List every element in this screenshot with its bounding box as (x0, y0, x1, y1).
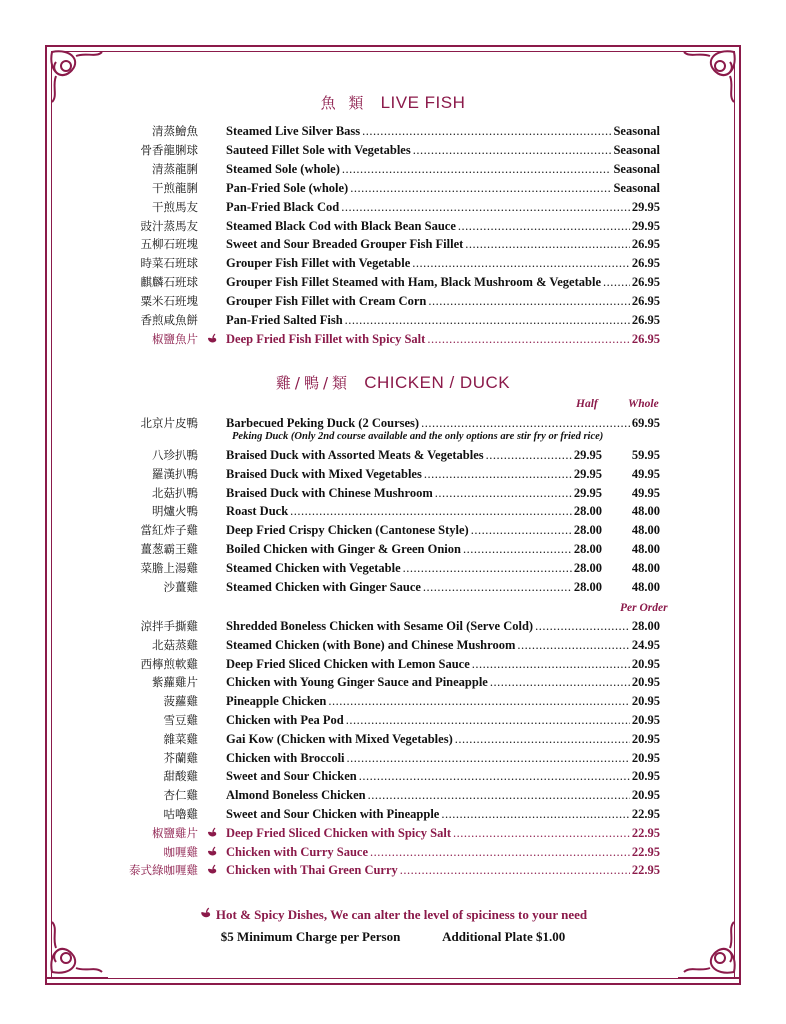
item-chinese-name: 當紅炸子雞 (140, 523, 198, 538)
peking-duck-note: Peking Duck (Only 2nd course available and the only options are stir fry or fried rice) (232, 431, 604, 442)
item-chinese-name: 八珍扒鴨 (152, 448, 198, 462)
item-chinese-name: 雪豆雞 (163, 713, 198, 727)
item-chinese-name: 麒麟石班球 (140, 275, 198, 290)
item-chinese-name: 杏仁雞 (163, 788, 198, 803)
item-chinese-name: 菠蘿雞 (163, 694, 198, 709)
column-header-half: Half (576, 398, 598, 410)
section-title-cn: 雞/鴨/類 (275, 374, 351, 392)
item-price-half: 28.00 (573, 542, 602, 556)
pepper-icon (206, 846, 218, 858)
item-price: 29.95 (631, 218, 660, 233)
column-header-whole: Whole (628, 398, 659, 410)
item-price-half: 28.00 (573, 523, 602, 538)
dot-leader (458, 217, 630, 235)
pepper-icon (206, 864, 218, 876)
minimum-charge: $5 Minimum Charge per Person (220, 929, 401, 944)
item-english-name: Chicken with Young Ginger Sauce and Pineapple (226, 675, 488, 690)
item-english-name: Boiled Chicken with Ginger & Green Onion (226, 542, 461, 556)
item-english-name: Steamed Live Silver Bass (226, 124, 361, 138)
additional-plate-charge: Additional Plate $1.00 (442, 929, 566, 944)
menu-item-row (0, 861, 786, 879)
item-price-whole: 48.00 (631, 523, 660, 538)
item-english-name: Gai Kow (Chicken with Mixed Vegetables) (226, 731, 453, 746)
item-chinese-name: 粟米石班塊 (140, 294, 198, 309)
item-english-name: Sweet and Sour Chicken (226, 769, 357, 784)
dot-leader (517, 636, 630, 654)
item-price: 20.95 (631, 675, 660, 690)
item-english-name: Almond Boneless Chicken (226, 788, 366, 803)
menu-item-row (0, 749, 786, 767)
menu-item-row (0, 160, 786, 178)
dot-leader (463, 540, 572, 558)
item-price-whole: 48.00 (631, 579, 660, 594)
item-english-name: Chicken with Curry Sauce (226, 844, 369, 859)
item-english-name: Sweet and Sour Breaded Grouper Fish Fillet (226, 237, 464, 252)
menu-item-row (0, 122, 786, 140)
pepper-icon (199, 907, 212, 920)
menu-item-row (0, 655, 786, 673)
item-chinese-name: 咖喱雞 (163, 844, 198, 859)
dot-leader (345, 311, 630, 329)
item-price: 24.95 (631, 637, 660, 652)
item-price: Seasonal (613, 124, 660, 138)
dot-leader (341, 198, 630, 216)
item-chinese-name: 五柳石班塊 (140, 237, 198, 252)
menu-item-row (0, 578, 786, 596)
item-chinese-name: 雜菜雞 (163, 731, 198, 746)
menu-item-row (0, 217, 786, 235)
menu-item-row (0, 767, 786, 785)
menu-item-row (0, 617, 786, 635)
item-price: 22.95 (631, 825, 660, 840)
item-english-name: Pan-Fried Salted Fish (226, 313, 343, 327)
item-price: 20.95 (631, 769, 660, 784)
item-price: Seasonal (613, 142, 660, 157)
menu-item-row (0, 786, 786, 804)
item-price-half: 29.95 (573, 448, 602, 462)
item-price-whole: 48.00 (631, 542, 660, 556)
dot-leader (328, 692, 630, 710)
item-chinese-name: 薑葱霸王雞 (140, 542, 198, 556)
item-price: Seasonal (613, 180, 660, 195)
section-title-en: CHICKEN / DUCK (364, 373, 511, 392)
dot-leader (471, 521, 572, 539)
item-price: 26.95 (631, 294, 660, 309)
item-english-name: Sweet and Sour Chicken with Pineapple (226, 807, 440, 821)
dot-leader (346, 711, 630, 729)
menu-item-row (0, 414, 786, 432)
item-price-whole: 49.95 (631, 466, 660, 481)
item-chinese-name: 咕嚕雞 (163, 807, 198, 821)
item-chinese-name: 紫蘿雞片 (152, 675, 198, 690)
item-price-whole: 69.95 (631, 416, 660, 430)
item-chinese-name: 清蒸龍脷 (152, 161, 198, 176)
item-chinese-name: 豉汁蒸馬友 (140, 218, 198, 233)
dot-leader (441, 805, 630, 823)
dot-leader (362, 122, 611, 140)
dot-leader (490, 673, 630, 691)
item-price: 20.95 (631, 750, 660, 765)
item-price: 28.00 (631, 619, 660, 633)
item-chinese-name: 菜膽上湯雞 (140, 560, 198, 575)
item-price: 22.95 (631, 844, 660, 859)
item-english-name: Pineapple Chicken (226, 694, 327, 709)
menu-item-row (0, 540, 786, 558)
item-chinese-name: 北京片皮鴨 (140, 416, 198, 430)
item-english-name: Barbecued Peking Duck (2 Courses) (226, 416, 420, 430)
item-price-half: 28.00 (573, 560, 602, 575)
item-english-name: Chicken with Pea Pod (226, 713, 344, 727)
item-chinese-name: 干煎龍脷 (152, 180, 198, 195)
item-chinese-name: 沙薑雞 (163, 579, 198, 594)
dot-leader (472, 655, 630, 673)
dot-leader (424, 465, 572, 483)
menu-item-row (0, 292, 786, 310)
dot-leader (347, 749, 630, 767)
dot-leader (359, 767, 630, 785)
item-chinese-name: 骨香龍脷球 (140, 142, 198, 157)
dot-leader (412, 254, 630, 272)
menu-item-row (0, 805, 786, 823)
pepper-icon (206, 333, 218, 345)
menu-item-row (0, 711, 786, 729)
menu-item-row (0, 235, 786, 253)
item-price: 29.95 (631, 199, 660, 214)
item-english-name: Chicken with Thai Green Curry (226, 863, 398, 878)
item-english-name: Steamed Sole (whole) (226, 161, 340, 176)
dot-leader (465, 235, 630, 253)
item-chinese-name: 時菜石班球 (140, 256, 198, 271)
menu-item-row (0, 254, 786, 272)
item-price-half: 28.00 (573, 504, 602, 519)
item-price: 20.95 (631, 788, 660, 803)
item-english-name: Steamed Chicken with Ginger Sauce (226, 579, 421, 594)
item-english-name: Steamed Chicken with Vegetable (226, 560, 401, 575)
item-english-name: Deep Fried Fish Fillet with Spicy Salt (226, 331, 426, 346)
item-english-name: Roast Duck (226, 504, 289, 519)
item-english-name: Sauteed Fillet Sole with Vegetables (226, 142, 411, 157)
menu-item-row (0, 636, 786, 654)
item-price-half: 28.00 (573, 579, 602, 594)
item-chinese-name: 涼拌手撕雞 (140, 619, 198, 633)
dot-leader (403, 559, 572, 577)
dot-leader (427, 330, 630, 348)
item-english-name: Braised Duck with Assorted Meats & Vegetables (226, 448, 484, 462)
menu-item-row (0, 824, 786, 842)
item-price: 26.95 (631, 237, 660, 252)
item-price: 20.95 (631, 694, 660, 709)
item-chinese-name: 干煎馬友 (152, 199, 198, 214)
item-chinese-name: 清蒸鱠魚 (152, 124, 198, 138)
dot-leader (290, 502, 572, 520)
menu-item-row (0, 692, 786, 710)
item-price-half: 29.95 (573, 485, 602, 500)
dot-leader (421, 414, 630, 432)
menu-item-row (0, 179, 786, 197)
item-english-name: Deep Fried Crispy Chicken (Cantonese Style) (226, 523, 469, 538)
dot-leader (603, 273, 630, 291)
item-chinese-name: 西檸煎軟雞 (140, 656, 198, 671)
dot-leader (342, 160, 612, 178)
dot-leader (428, 292, 630, 310)
item-english-name: Shredded Boneless Chicken with Sesame Oil (Serve Cold) (226, 619, 534, 633)
item-price: 20.95 (631, 656, 660, 671)
item-price: 22.95 (631, 807, 660, 821)
spicy-note (0, 907, 786, 923)
item-chinese-name: 北菇蒸雞 (152, 637, 198, 652)
menu-item-row (0, 141, 786, 159)
item-price: 26.95 (631, 275, 660, 290)
menu-item-row (0, 198, 786, 216)
menu-item-row (0, 673, 786, 691)
menu-item-row (0, 730, 786, 748)
section-title-en: LIVE FISH (380, 93, 466, 112)
section-title-cn: 魚 類 (320, 94, 368, 112)
menu-item-row (0, 559, 786, 577)
dot-leader (535, 617, 630, 635)
dot-leader (435, 484, 572, 502)
item-chinese-name: 北菇扒鴨 (152, 485, 198, 500)
dot-leader (350, 179, 611, 197)
dot-leader (368, 786, 630, 804)
item-price-whole: 48.00 (631, 560, 660, 575)
item-chinese-name: 明爐火鴨 (152, 504, 198, 519)
item-price: 20.95 (631, 713, 660, 727)
menu-item-row (0, 330, 786, 348)
item-chinese-name: 泰式綠咖喱雞 (129, 863, 198, 878)
menu-item-row (0, 502, 786, 520)
column-header-per-order: Per Order (620, 602, 668, 614)
menu-item-row (0, 311, 786, 329)
item-english-name: Grouper Fish Fillet Steamed with Ham, Black Mushroom & Vegetable (226, 275, 601, 290)
item-price: Seasonal (613, 161, 660, 176)
menu-item-row (0, 273, 786, 291)
section-title-chicken-duck (0, 372, 786, 393)
item-price: 26.95 (631, 313, 660, 327)
item-english-name: Chicken with Broccoli (226, 750, 345, 765)
item-price-half: 29.95 (573, 466, 602, 481)
dot-leader (453, 824, 630, 842)
menu-item-row (0, 484, 786, 502)
dot-leader (370, 843, 630, 861)
item-english-name: Steamed Chicken (with Bone) and Chinese Mushroom (226, 637, 516, 652)
item-english-name: Deep Fried Sliced Chicken with Spicy Salt (226, 825, 452, 840)
item-chinese-name: 椒鹽魚片 (152, 331, 198, 346)
item-price-whole: 59.95 (631, 448, 660, 462)
dot-leader (413, 141, 612, 159)
menu-item-row (0, 521, 786, 539)
menu-item-row (0, 465, 786, 483)
item-price: 26.95 (631, 331, 660, 346)
item-chinese-name: 香煎咸魚餅 (140, 313, 198, 327)
item-english-name: Pan-Fried Sole (whole) (226, 180, 349, 195)
item-english-name: Braised Duck with Mixed Vegetables (226, 466, 422, 481)
dot-leader (486, 446, 572, 464)
item-english-name: Steamed Black Cod with Black Bean Sauce (226, 218, 456, 233)
menu-item-row (0, 843, 786, 861)
item-chinese-name: 芥蘭雞 (163, 750, 198, 765)
pepper-icon (206, 827, 218, 839)
footer-charges (0, 929, 786, 945)
dot-leader (455, 730, 630, 748)
menu-item-row (0, 446, 786, 464)
section-title-live-fish (0, 92, 786, 113)
item-english-name: Deep Fried Sliced Chicken with Lemon Sauce (226, 656, 470, 671)
spicy-note-text: Hot & Spicy Dishes, We can alter the level of spiciness to your need (215, 907, 588, 922)
item-price-whole: 49.95 (631, 485, 660, 500)
item-english-name: Grouper Fish Fillet with Cream Corn (226, 294, 427, 309)
item-chinese-name: 甜酸雞 (163, 769, 198, 784)
dot-leader (400, 861, 630, 879)
item-english-name: Grouper Fish Fillet with Vegetable (226, 256, 411, 271)
item-price: 20.95 (631, 731, 660, 746)
dot-leader (423, 578, 572, 596)
item-english-name: Pan-Fried Black Cod (226, 199, 340, 214)
item-english-name: Braised Duck with Chinese Mushroom (226, 485, 433, 500)
item-chinese-name: 羅漢扒鴨 (152, 466, 198, 481)
item-chinese-name: 椒鹽雞片 (152, 825, 198, 840)
item-price: 26.95 (631, 256, 660, 271)
item-price-whole: 48.00 (631, 504, 660, 519)
item-price: 22.95 (631, 863, 660, 878)
